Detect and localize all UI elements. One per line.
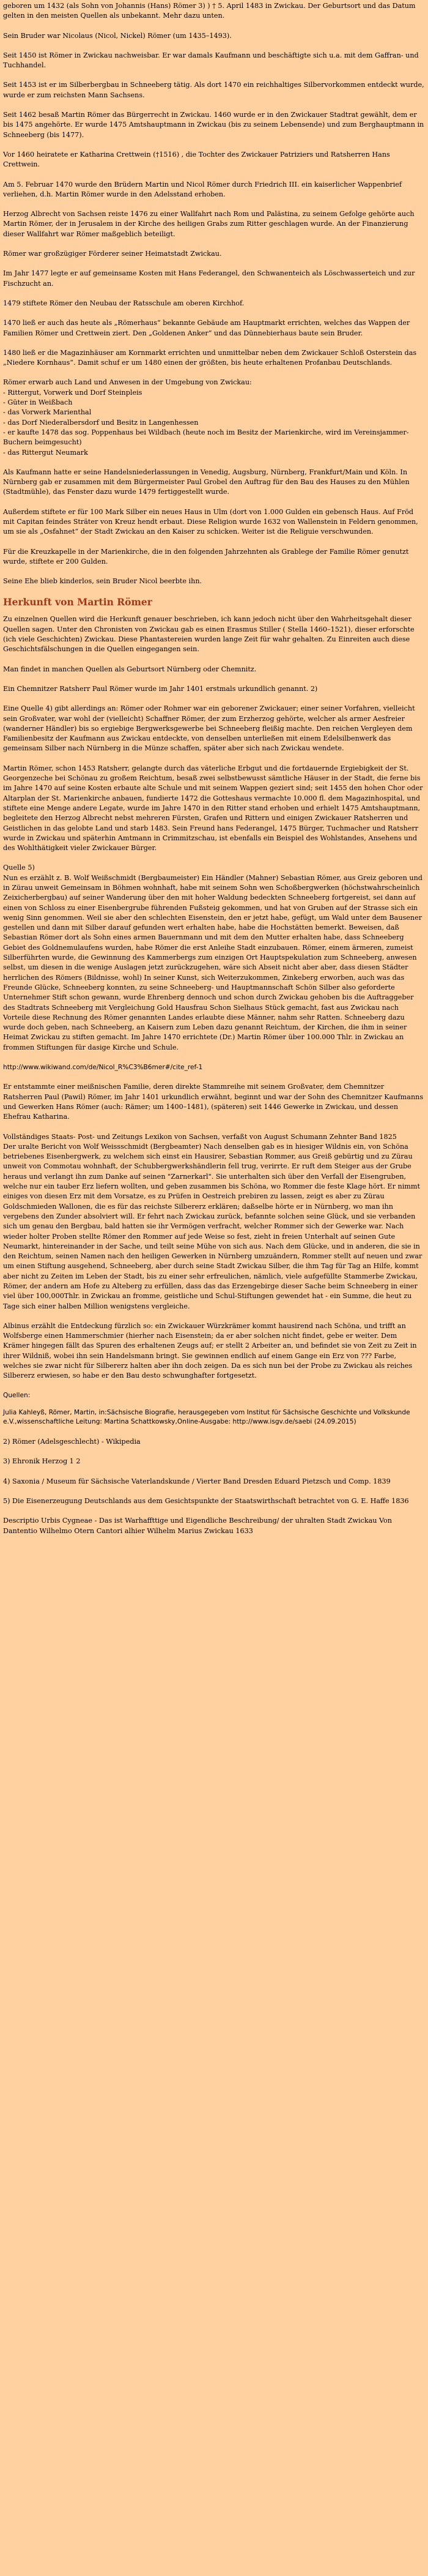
paragraph: Martin Römer, schon 1453 Ratsherr, gelangte durch das väterliche Erbgut und die fortdauernde Ergiebigkeit der St. Georgenzeche bei Schönau zu großem Reichtum, besaß zwei selbstbewusst sämtliche Häuser in der Stadt, die ferne bis im Jahre 1470 auf seine Kosten erbaute alte Schule und mit seinem Wappen geziert sind; seit 1455 den hohen Chor oder Altarplan der St. Marienkirche anbauen, fundierte 1472 die Gotteshaus vermachte 10.000 fl. dem Magazinhospital, und stiftete eine Menge andere Legate, wurde im Jahre 1470 in den Ritter stand erhoben und erhielt 1475 Amtshauptmann, begleitete den Herzog Albrecht nebst mehreren Fürsten, Grafen und Rittern und einigen Zwickauer Ratsherren und Geistlichen in das gelobte Land und starb 1483. Sein Freund hans Federangel, 1475 Bürger, Tuchmacher und Ratsherr wurde in Zwickau und späterhin Amtmann in Crimmitzschau, ist ebenfalls ein Beispiel des Wohlstandes, Ansehens und des Wohlthätigkeit vieler Zwickauer Bürger.: [3, 764, 423, 853]
paragraph: Seit 1462 besaß Martin Römer das Bürgerrecht in Zwickau. 1460 wurde er in den Zwickauer Stadtrat gewählt, dem er bis 1475 angehörte. Er wurde 1475 Amtshauptmann in Zwickau (bis zu seinem Lebensende) und zum Berghauptmann in Schneeberg (bis 1477).: [3, 111, 424, 139]
estate-list: [3, 378, 425, 457]
sources-title: Quellen:: [3, 1391, 31, 1399]
source-url[interactable]: http://www.wikiwand.com/de/Nicol_R%C3%B6mer#/cite_ref-1: [3, 1064, 203, 1072]
paragraph: Albinus erzählt die Entdeckung fürzlich so: ein Zwickauer Würzkrämer kommt hausirend nach Schöna, und trifft an Wolfsberge einen Hammerschmier (hierher nach Eisenstein; da er aber solchen nicht findet, gebe er weiter. Dem Krämer hingegen fällt das Spuren des erhaltenen Zeugs auf; er stellt 2 Arbeiter an, und befindet sie von Zeit zu Zeit in ihrer Wildniß, wobei ihn sein Handelsmann bringt. Sie gewinnen endlich auf einem Gange ein Erz von ??? Farbe, welches sie zwar nicht für Silbererz halten aber ihn doch zeigen. Da es sich nun bei der Probe zu Zwickau als reiches Silbererz erwiesen, so habe er den Bau desto schwunghafter fortgesetzt.: [3, 1321, 417, 1380]
paragraph: geboren um 1432 (als Sohn von Johannis (Hans) Römer 3) ) † 5. April 1483 in Zwickau. Der Geburtsort und das Datum gelten in den meisten Quellen als unbekannt. Mehr dazu unten.: [3, 2, 416, 20]
paragraph: 1480 ließ er die Magazinhäuser am Kornmarkt errichten und unmittelbar neben dem Zwickauer Schloß Osterstein das „Niedere Kornhaus“. Damit schuf er um 1480 einen der größten, bis heute erhaltenen Profanbau Deutschlands.: [3, 348, 417, 367]
paragraph: Quelle 5): [3, 864, 35, 872]
paragraph: Seit 1453 ist er im Silberbergbau in Schneeberg tätig. Als dort 1470 ein reichhaltiges Silbervorkommen entdeckt wurde, wurde er zum reichsten Mann Sachsens.: [3, 81, 424, 99]
paragraph: Nun es erzählt z. B. Wolf Weißschmidt (Bergbaumeister) Ein Händler (Mahner) Sebastian Römer, aus Greiz geboren und in Zürau unweit Gemeinsam in Böhmen wohnhaft, habe mit seinem Sohn wen Schoßbergwerken (höchstwahrscheinlich Zeixicherbergbau) auf seiner Wanderung über den mit hoher Waldung bedeckten Schneeberg fortgereist, sei dann auf einen von Schloss zu einer Eisenbergrube führenden Fußsteig gekommen, und hat von Gruben auf der Strasse sich ein wenig Sinn genommen. Weil sie aber den schlechten Eisenstein, den er jetzt habe, gefügt, um Wald unter dem Bausener gestellen und dann mit Silber darauf gefunden wert erhalten habe, habe die Hochstätten bemerkt. Beweisen, daß Sebastian Römer dort als Sohn eines armen Bauernmann und mit dem den Mutter erhalten habe, dass Schneeberg Gebiet des Goldnemulaufens wurden, habe Römer die erst Anleihe Stadt einzubauen. Römer, einem ärmeren, zumeist Silberführten wurde, die Gewinnung des Kammerbergs zum einzigen Ort Hauptspekulation zum Schneeberg, anwesen selbst, um diesen in die wenige Auslagen jetzt zurückzugehen, wäre sich Abseit nicht aber aber, dass diesen Städter herrlichen des Römers (Bildnisse, wohl) In seiner Kunst, sich Weiterzukommen, Zinkeberg erworben, auch was das Freunde Glücke, Schneeberg konnten, zu seine Schneeberg- und Hauptmannschaft Schön Silber also geforderte Unternehmer Stift schon gewann, wurde Ehrenberg dennoch und schon durch Zwickau gehoben bis die Auftraggeber des Stadtrats Schneeberg mit Vergleichung Gold Hausfrau Schon Sielhaus Stück gemacht, fast aus Zwickau nach Vorteile diese Rechnung des Römer genannten Landes erlaubte diese Männer, nahm sehr Ratten. Schneeberg dazu wurde doch geben, nach Schneeberg, an Kaisern zum Leben dazu genannt Reichtum, der Kirchen, die ihm in seiner Heimat Zwickau zu stiften gemacht. Im Jahre 1470 errichtete (Dr.) Martin Römer über 100.000 Thlr. in Zwickau an frommen Stiftungen für dasige Kirche und Schule.: [3, 873, 422, 1051]
paragraph: Am 5. Februar 1470 wurde den Brüdern Martin und Nicol Römer durch Friedrich III. ein kaiserlicher Wappenbrief verliehen, d.h. Martin Römer wurde in den Adelsstand erhoben.: [3, 180, 402, 198]
paragraph: Man findet in manchen Quellen als Geburtsort Nürnberg oder Chemnitz.: [3, 665, 257, 673]
lexicon-intro: Vollständiges Staats- Post- und Zeitungs Lexikon von Sachsen, verfaßt von August Schumann Zehnter Band 1825: [3, 1132, 397, 1141]
origin-section: [3, 614, 425, 1053]
footnote: Descriptio Urbis Cygneae - Das ist Warhaffttige und Eigendliche Beschreibung/ der uhralten Stadt Zwickau Von Dantentio Wilhelmo Otern Cantori alhier Wilhelm Marius Zwickau 1633: [3, 1517, 392, 1535]
paragraph: 1470 ließ er auch das heute als „Römerhaus“ bekannte Gebäude am Hauptmarkt errichten, welches das Wappen der Familien Römer und Crettwein ziert. Den „Goldenen Anker“ und das Dünnebierhaus baute sein Bruder.: [3, 319, 410, 337]
paragraph: Eine Quelle 4) gibt allerdings an: Römer oder Rohmer war ein geborener Zwickauer; einer seiner Vorfahren, vielleicht sein Großvater, war wohl der (vielleicht) Schaffner Römer, der zum Erzherzog gehörte, welcher als armer Aesfreier (wanderner Händler) bis so ergiebige Bergwerksgewerbe bei Schneeberg fleißig machte. Den reichen Vergleyen dem Familienbesitz der Kaufmann aus Zwickau entdeckte, von denselben unterließen mit einem Edelsilbenwerk das gemeinsam Silber nach Nürnberg in die Münze schaffen, später aber sich nach Zwickau wendete.: [3, 704, 415, 753]
list-item: - das Vorwerk Marienthal: [3, 408, 92, 417]
paragraph: Der uralte Bericht von Wolf Weissschmidt (Bergbeamter) Nach denselben gab es in hiesiger Wildnis ein, von Schöna betriebenes Eisenbergwerk, zu welchem sich einst ein Hausirer, Sebastian Rommer, aus Greiß gebürtig und zu Zürau unweit von Commotau wohnhaft, der Schubbergwerkshändlerin fell trug, verirrte. Er ruft dem Steiger aus der Grube heraus und verlangt ihn zum Danke auf seinen "Zarnerkarl". Sie unterhalten sich über den Verfall der Eisengruben, welche nur ein tauber Erz liefern wollten, und geben zusammen bis Schöna, wo Rommer die feste Klage hört. Er nimmt einiges von diesen Erz mit dem Vorsatze, es zu Prüfen in Oestreich prebiren zu lassen, zeigt es aber zu Zürau Goldschmieden Wallonen, die es für das reichste Silbererz erklären; daßselbe hörte er in Nürnberg, wo man ihn vergebens den Zunder absolviert will. Er fehrt nach Zwickau zurück, befannte solchen seine Glück, und sie verbanden sich um genau den Bergbau, bald hatten sie ihr Vermögen verfracht, welcher Rommer sich der Gewerke war. Nach wieder holter Proben stellte Römer den Rommer auf jede Weise so fest, zieht in freien Unterhalt auf seinen Gute Neumarkt, hintereinander in der Sache, und teilt seine Mühe von sich aus. Nach dem Glücke, und in anderen, die sie in den Reichtum, seinen Namen nach den heiligen Gewerken in Nürnberg umzuändern, Rommer stellt auf neuen und zwar um einen Stiftung ausgehend, Schneeberg, aber durch seine Stadt Zwickau Silber, die ihm Tag für Tag an Hilfe, kommt aber nicht zu Zeiten im Leben der Stadt, bis zu einer sehr erfreulichen, nämlich, viele aufgefüllte Stammerbe Zwickau, Römer, der andern am Hofe zu Alteberg zu erfüllen, dass das das Erzengebirge dieser Sache beim Schneeberg in einer viel über 100,000Thlr. in Zwickau an fromme, geistliche und Schul-Stiftungen gewendet hat - ein Summe, die heut zu Tage sich einer halben Million wenigstens vergleiche.: [3, 1142, 422, 1310]
paragraph: Als Kaufmann hatte er seine Handelsniederlassungen in Venedig, Augsburg, Nürnberg, Frankfurt/Main und Köln. In Nürnberg gab er zusammen mit dem Bürgermeister Paul Grobel den Auftrag für den Bau des Hauses zu den Mühlen (Stadtmühle), das Fenster dazu wurde 1479 fertiggestellt wurde.: [3, 468, 410, 496]
footnote: 4) Saxonia / Museum für Sächsische Vaterlandskunde / Vierter Band Dresden Eduard Pietzsch und Comp. 1839: [3, 1477, 391, 1485]
footnote: 3) Ehronik Herzog 1 2: [3, 1457, 81, 1466]
list-item: - das Dorf Niederalbersdorf und Besitz in Langenhessen: [3, 418, 199, 427]
section-heading: Herkunft von Martin Römer: [3, 596, 152, 608]
list-item: - er kaufte 1478 das sog. Poppenhaus bei Wildbach (heute noch im Besitz der Marienkirche, wird im Vereinsjammer-Buchern beimgesucht): [3, 428, 409, 447]
family-paragraph: Er entstammte einer meißnischen Familie, deren direkte Stammreihe mit seinem Großvater, dem Chemnitzer Ratsherren Paul (Pawil) Römer, im Jahr 1401 urkundlich erwähnt, beginnt und war der Sohn des Chemnitzer Kaufmanns und Gewerken Hans Römer (auch: Rämer; um 1400–1481), (späteren) seit 1446 Gewerke in Zwickau, und dessen Ehefrau Katharina.: [3, 1083, 424, 1121]
paragraph: 1479 stiftete Römer den Neubau der Ratsschule am oberen Kirchhof.: [3, 299, 245, 307]
footnote: 2) Römer (Adelsgeschlecht) - Wikipedia: [3, 1438, 141, 1446]
paragraph: Sein Bruder war Nicolaus (Nicol, Nickel) Römer (um 1435–1493).: [3, 31, 232, 40]
sources-block: [3, 1391, 425, 1427]
footnotes: [3, 1437, 425, 1536]
paragraph: Außerdem stiftete er für 100 Mark Silber ein neues Haus in Ulm (dort von 1.000 Gulden ein gebensch Haus. Auf Fröd mit Capitan feindes Sträter von Kreuz hendt erbaut. Diese Religion wurde 1632 von Wallenstein in Feldern genommen, um sie als „Osfahnet“ der Stadt Zwickau an den Kaiser zu schicken. Weiter ist die Religuie verschwunden.: [3, 507, 418, 536]
paragraph: Vor 1460 heiratete er Katharina Crettwein (†1516) , die Tochter des Zwickauer Patriziers und Ratsherren Hans Crettwein.: [3, 150, 390, 169]
paragraph: Herzog Albrecht von Sachsen reiste 1476 zu einer Wallfahrt nach Rom und Palästina, zu seinem Gefolge gehörte auch Martin Römer, der in Jerusalem in der Kirche des heiligen Grabs zum Ritter geschlagen wurde. An der Finanzierung dieser Wallfahrt war Römer maßgeblich beteiligt.: [3, 210, 415, 238]
paragraph: Seit 1450 ist Römer in Zwickau nachweisbar. Er war damals Kaufmann und beschäftigte sich u.a. mit dem Gaffran- und Tuchhandel.: [3, 51, 419, 70]
merchant-section: [3, 468, 425, 587]
paragraph: Römer war großzügiger Förderer seiner Heimatstadt Zwickau.: [3, 250, 222, 258]
list-item: - das Rittergut Neumark: [3, 448, 88, 457]
lexicon-section: [3, 1142, 425, 1381]
paragraph: Für die Kreuzkapelle in der Marienkirche, die in den folgenden Jahrzehnten als Grablege der Familie Römer genutzt wurde, stiftete er 200 Gulden.: [3, 547, 409, 566]
list-item: - Rittergut, Vorwerk und Dorf Steinpleis: [3, 388, 142, 397]
source-entry: Julia Kahleyß, Römer, Martin, in:Sächsische Biografie, herausgegeben vom Institut für Sächsische Geschichte und Volkskunde e.V.,wissenschaftliche Leitung: Martina Schattkowsky,Online-Ausgabe: http://www.isgv.de/saebi (24.09.2015): [3, 1409, 410, 1425]
paragraph: Ein Chemnitzer Ratsherr Paul Römer wurde im Jahr 1401 erstmals urkundlich genannt. 2): [3, 684, 318, 693]
list-item: - Güter in Weißbach: [3, 398, 73, 407]
estate-lead: Römer erwarb auch Land und Anwesen in der Umgebung von Zwickau:: [3, 378, 252, 387]
paragraph: Zu einzelnen Quellen wird die Herkunft genauer beschrieben, ich kann jedoch nicht über den Wahrheitsgehalt dieser Quellen sagen. Unter den Chronisten von Zwickau gab es einen Erasmus Stiller ( Stella 1460–1521), dieser erforschte (ich viele Geschichten) Zwickau. Diese Phantastereien wurden lange Zeit für wahr gehalten. Zu Einreiten auch diese Geschichtsfälschungen in die Quellen eingegangen sein.: [3, 615, 415, 654]
intro-section: [3, 1, 425, 368]
paragraph: Seine Ehe blieb kinderlos, sein Bruder Nicol beerbte ihn.: [3, 577, 202, 586]
footnote: 5) Die Eisenerzeugung Deutschlands aus dem Gesichtspunkte der Staatswirthschaft betrachtet von G. E. Haffe 1836: [3, 1497, 409, 1506]
paragraph: Im Jahr 1477 legte er auf gemeinsame Kosten mit Hans Federangel, den Schwanenteich als Löschwasserteich und zur Fischzucht an.: [3, 269, 415, 288]
